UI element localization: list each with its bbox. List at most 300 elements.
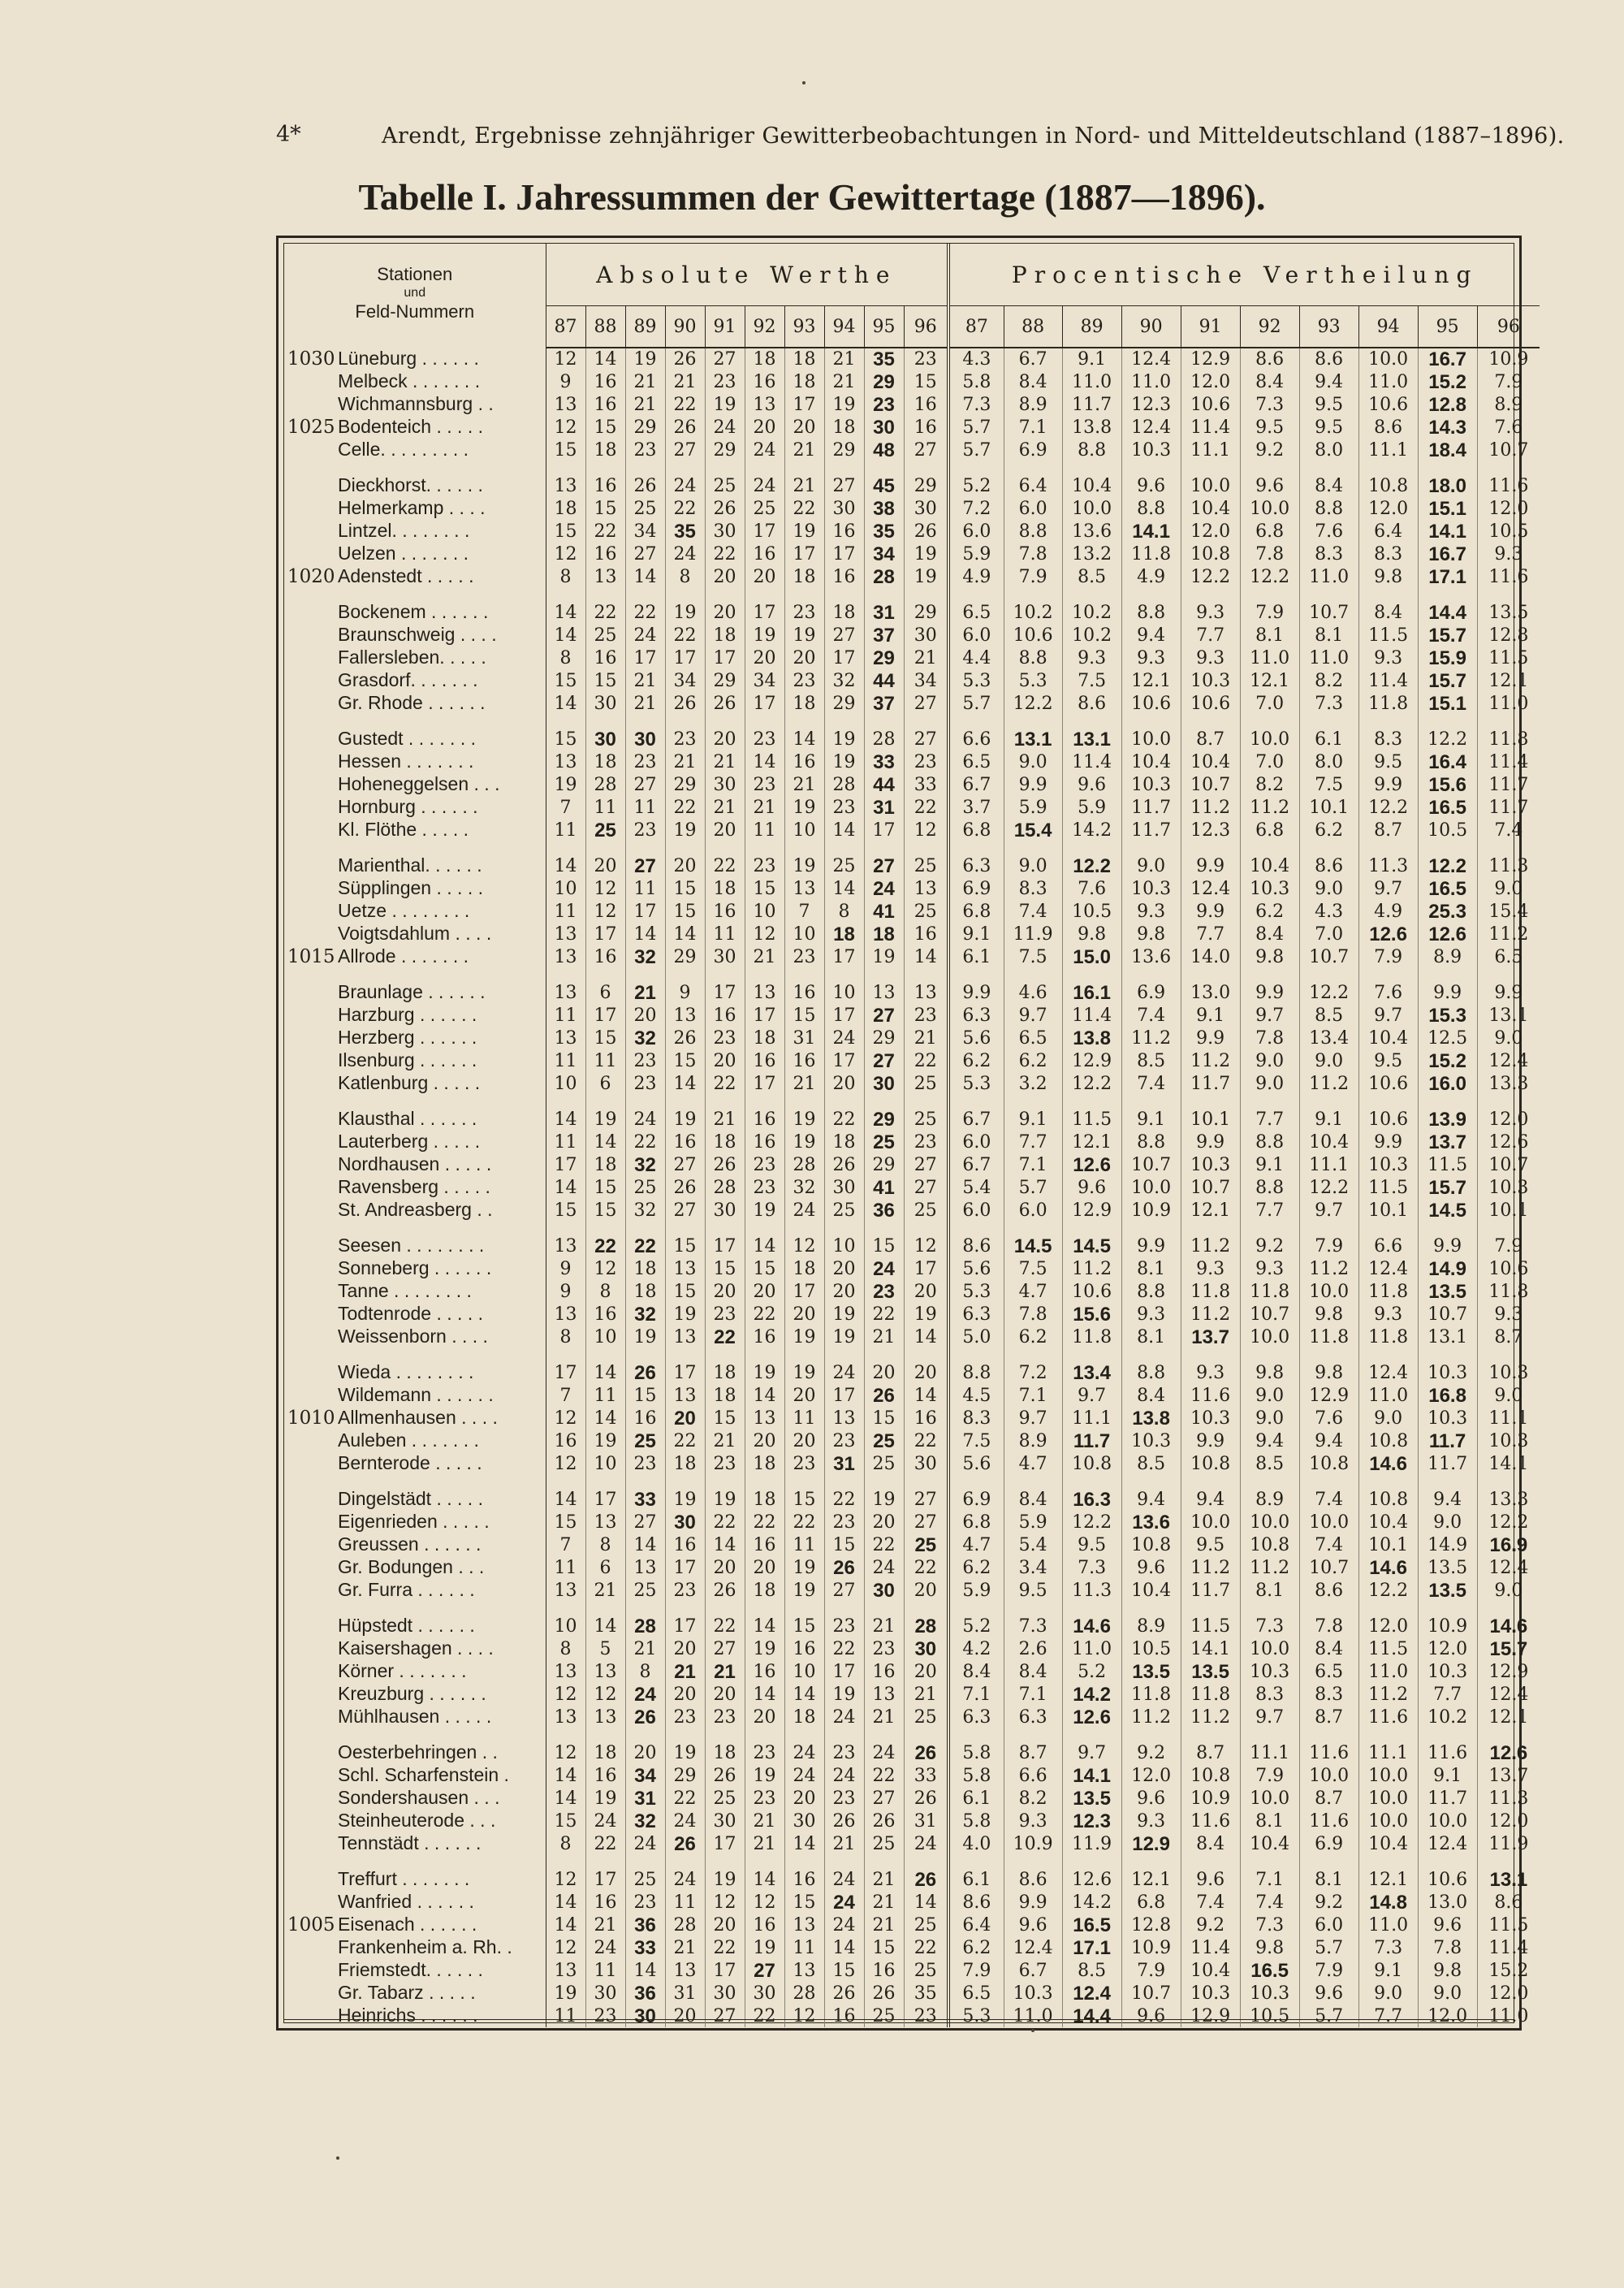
station-name: Treffurt . . . . . . . <box>338 1868 470 1889</box>
absolute-value-cell: 12 <box>585 900 625 923</box>
percent-value-cell: 11.1 <box>1181 439 1240 461</box>
percent-value-cell: 11.8 <box>1062 1326 1121 1348</box>
absolute-value-cell: 25 <box>745 497 784 520</box>
percent-value-cell: 12.9 <box>1062 1199 1121 1222</box>
absolute-value-cell: 26 <box>665 1027 705 1049</box>
absolute-value-cell: 12 <box>585 877 625 900</box>
percent-value-cell: 9.0 <box>1358 1407 1418 1429</box>
absolute-value-cell: 17 <box>745 1004 784 1027</box>
percent-value-cell: 11.6 <box>1299 1810 1358 1832</box>
station-cell <box>284 1914 546 1936</box>
percent-value-cell: 6.5 <box>1494 946 1523 967</box>
absolute-value-cell: 37 <box>864 624 904 647</box>
percent-value-cell: 10.3 <box>1121 877 1181 900</box>
station-cell <box>284 1004 546 1027</box>
absolute-value-cell: 17 <box>904 1257 948 1280</box>
absolute-value-cell: 28 <box>864 728 904 750</box>
absolute-value-cell: 15 <box>546 1810 585 1832</box>
percent-value-cell: 9.8 <box>1240 945 1299 968</box>
absolute-value-cell: 13 <box>546 1235 585 1257</box>
percent-value-cell: 4.9 <box>1121 565 1181 588</box>
absolute-value-cell: 10 <box>784 1660 824 1683</box>
percent-value-cell: 9.5 <box>1358 750 1418 773</box>
station-name: Sondershausen . . . <box>338 1787 500 1808</box>
percent-value-cell: 9.4 <box>1181 1488 1240 1511</box>
bottom-rule <box>284 2019 1514 2020</box>
absolute-value-cell: 13 <box>665 1384 705 1407</box>
percent-value-cell: 11.5 <box>1418 1153 1477 1176</box>
absolute-value-cell: 14 <box>784 1683 824 1706</box>
station-name: Steinheuterode . . . <box>338 1810 496 1831</box>
absolute-value-cell: 21 <box>745 796 784 819</box>
percent-value-cell: 11.1 <box>1299 1153 1358 1176</box>
absolute-value-cell: 15 <box>665 1049 705 1072</box>
table-row <box>284 1303 1540 1326</box>
absolute-value-cell: 12 <box>784 1235 824 1257</box>
percent-value-cell: 10.3 <box>1121 1429 1181 1452</box>
percent-value-cell: 4.9 <box>1358 900 1418 923</box>
absolute-value-cell: 19 <box>784 520 824 543</box>
group-spacer <box>284 588 1540 601</box>
percent-value-cell: 8.8 <box>1240 1176 1299 1199</box>
percent-value-cell: 14.1 <box>1418 520 1477 543</box>
percent-value-cell: 13.5 <box>1062 1787 1121 1810</box>
percent-value-cell: 11.5 <box>1488 647 1529 668</box>
absolute-value-cell: 24 <box>824 1891 864 1914</box>
percent-value-cell: 12.4 <box>1358 1361 1418 1384</box>
percent-value-cell: 12.0 <box>1488 1983 1529 2004</box>
percent-value-cell: 5.3 <box>948 2005 1004 2027</box>
station-name: Bodenteich . . . . . <box>338 416 483 437</box>
percent-value-cell: 12.0 <box>1488 498 1529 519</box>
percent-value-cell: 11.6 <box>1181 1810 1240 1832</box>
absolute-value-cell: 15 <box>784 1615 824 1637</box>
absolute-value-cell: 11 <box>625 877 665 900</box>
percent-value-cell: 6.9 <box>948 877 1004 900</box>
station-name: Oesterbehringen . . <box>338 1741 498 1762</box>
absolute-value-cell: 5 <box>585 1637 625 1660</box>
absolute-value-cell: 29 <box>864 1153 904 1176</box>
absolute-value-cell: 23 <box>864 393 904 416</box>
absolute-value-cell: 13 <box>625 1556 665 1579</box>
absolute-value-cell: 16 <box>745 1533 784 1556</box>
absolute-value-cell: 27 <box>864 1049 904 1072</box>
absolute-value-cell: 37 <box>864 692 904 715</box>
station-cell <box>284 945 546 968</box>
absolute-value-cell: 13 <box>745 981 784 1004</box>
percent-value-cell: 10.0 <box>1299 1511 1358 1533</box>
station-cell <box>284 1637 546 1660</box>
absolute-value-cell: 16 <box>585 543 625 565</box>
station-name: Greussen . . . . . . <box>338 1533 482 1555</box>
absolute-value-cell: 18 <box>784 692 824 715</box>
percent-value-cell: 11.8 <box>1121 1683 1181 1706</box>
absolute-value-cell: 16 <box>784 981 824 1004</box>
group-spacer <box>284 1348 1540 1361</box>
absolute-value-cell: 15 <box>546 728 585 750</box>
percent-value-cell: 14.8 <box>1358 1891 1418 1914</box>
percent-value-cell: 8.3 <box>1004 877 1062 900</box>
absolute-value-cell: 30 <box>864 416 904 439</box>
absolute-value-cell: 24 <box>665 474 705 497</box>
table-row <box>284 1407 1540 1429</box>
absolute-value-cell: 26 <box>824 1982 864 2005</box>
absolute-value-cell: 20 <box>784 1787 824 1810</box>
percent-value-cell: 7.8 <box>1418 1936 1477 1959</box>
station-name: Sonneberg . . . . . . <box>338 1257 492 1278</box>
percent-value-cell: 4.3 <box>948 348 1004 370</box>
absolute-value-cell: 20 <box>705 1914 745 1936</box>
percent-value-cell: 11.7 <box>1488 797 1529 818</box>
percent-value-cell: 9.1 <box>1240 1153 1299 1176</box>
absolute-value-cell: 30 <box>665 1511 705 1533</box>
absolute-value-cell: 17 <box>824 1384 864 1407</box>
table-frame <box>276 236 1529 2031</box>
station-cell <box>284 1049 546 1072</box>
absolute-value-cell: 8 <box>546 1832 585 1855</box>
percent-value-cell: 10.3 <box>1418 1361 1477 1384</box>
percent-value-cell: 7.1 <box>1240 1868 1299 1891</box>
station-cell <box>284 647 546 669</box>
absolute-value-cell: 22 <box>904 1049 948 1072</box>
absolute-value-cell: 26 <box>665 692 705 715</box>
absolute-value-cell: 12 <box>546 1683 585 1706</box>
absolute-value-cell: 11 <box>665 1891 705 1914</box>
table-row <box>284 348 1540 370</box>
absolute-value-cell: 48 <box>864 439 904 461</box>
table-row <box>284 1660 1540 1683</box>
absolute-value-cell: 19 <box>585 1108 625 1131</box>
percent-value-cell: 6.2 <box>948 1556 1004 1579</box>
station-name: Harzburg . . . . . . <box>338 1004 477 1025</box>
percent-value-cell: 12.4 <box>1358 1257 1418 1280</box>
percent-value-cell: 9.5 <box>1181 1533 1240 1556</box>
percent-value-cell: 13.5 <box>1488 602 1529 623</box>
absolute-value-cell: 18 <box>585 1741 625 1764</box>
percent-value-cell: 12.9 <box>1062 1049 1121 1072</box>
percent-value-cell: 9.6 <box>1121 1787 1181 1810</box>
percent-value-cell: 12.0 <box>1121 1764 1181 1787</box>
percent-value-cell: 6.9 <box>948 1488 1004 1511</box>
absolute-value-cell: 20 <box>824 1280 864 1303</box>
absolute-value-cell: 17 <box>705 1832 745 1855</box>
percent-value-cell: 10.0 <box>1240 497 1299 520</box>
percent-value-cell: 9.4 <box>1299 1429 1358 1452</box>
percent-value-cell: 9.4 <box>1418 1488 1477 1511</box>
absolute-value-cell: 24 <box>665 1810 705 1832</box>
absolute-values-header: Absolute Werthe <box>546 244 948 306</box>
absolute-value-cell: 19 <box>745 1764 784 1787</box>
absolute-value-cell: 11 <box>546 1004 585 1027</box>
group-spacer <box>284 1602 1540 1615</box>
percent-value-cell: 9.9 <box>948 981 1004 1004</box>
absolute-value-cell: 13 <box>864 1683 904 1706</box>
absolute-value-cell: 12 <box>705 1891 745 1914</box>
absolute-value-cell: 18 <box>585 439 625 461</box>
percent-value-cell: 11.2 <box>1358 1683 1418 1706</box>
percent-value-cell: 10.3 <box>1240 1660 1299 1683</box>
absolute-value-cell: 18 <box>824 1131 864 1153</box>
absolute-value-cell: 6 <box>585 1556 625 1579</box>
percent-value-cell: 11.0 <box>1358 1914 1418 1936</box>
percent-value-cell: 11.4 <box>1062 750 1121 773</box>
absolute-value-cell: 12 <box>546 1452 585 1475</box>
percent-value-cell: 10.7 <box>1418 1303 1477 1326</box>
absolute-value-cell: 19 <box>665 1741 705 1764</box>
percent-value-cell: 13.3 <box>1488 1489 1529 1510</box>
percent-value-cell: 11.2 <box>1121 1706 1181 1728</box>
percent-value-cell: 9.6 <box>1181 1868 1240 1891</box>
absolute-value-cell: 29 <box>824 692 864 715</box>
percent-value-cell: 5.9 <box>1004 1511 1062 1533</box>
percent-value-cell: 8.8 <box>1121 601 1181 624</box>
absolute-value-cell: 15 <box>904 370 948 393</box>
percent-value-cell: 10.3 <box>1240 877 1299 900</box>
percent-value-cell: 14.1 <box>1121 520 1181 543</box>
percent-value-cell: 14.1 <box>1181 1637 1240 1660</box>
percent-value-cell: 8.7 <box>1181 1741 1240 1764</box>
absolute-value-cell: 32 <box>625 1303 665 1326</box>
absolute-value-cell: 20 <box>705 1049 745 1072</box>
absolute-value-cell: 29 <box>705 669 745 692</box>
percent-value-cell: 8.6 <box>948 1891 1004 1914</box>
absolute-value-cell: 13 <box>585 1511 625 1533</box>
percent-value-cell: 9.8 <box>1299 1361 1358 1384</box>
absolute-value-cell: 32 <box>625 1199 665 1222</box>
absolute-value-cell: 15 <box>665 877 705 900</box>
absolute-value-cell: 35 <box>904 1982 948 2005</box>
table-row <box>284 601 1540 624</box>
percent-value-cell: 13.8 <box>1121 1407 1181 1429</box>
percent-value-cell: 6.6 <box>1358 1235 1418 1257</box>
absolute-value-cell: 27 <box>824 624 864 647</box>
percent-value-cell: 14.6 <box>1358 1452 1418 1475</box>
absolute-value-cell: 30 <box>864 1579 904 1602</box>
year-header-percent: 87 <box>948 306 1004 348</box>
field-number: 1030 <box>287 348 335 370</box>
absolute-value-cell: 17 <box>784 1280 824 1303</box>
absolute-value-cell: 19 <box>784 1556 824 1579</box>
percent-value-cell: 7.4 <box>1299 1488 1358 1511</box>
station-cell <box>284 1868 546 1891</box>
percent-value-cell: 6.8 <box>948 1511 1004 1533</box>
absolute-value-cell: 13 <box>546 1303 585 1326</box>
percent-value-cell: 8.2 <box>1299 669 1358 692</box>
table-row <box>284 1384 1540 1407</box>
percent-value-cell: 4.7 <box>1004 1280 1062 1303</box>
percent-value-cell: 11.0 <box>1488 2005 1529 2026</box>
percent-value-cell: 5.8 <box>948 1810 1004 1832</box>
absolute-value-cell: 33 <box>904 773 948 796</box>
percent-value-cell: 2.6 <box>1004 1637 1062 1660</box>
percent-value-cell: 11.3 <box>1062 1579 1121 1602</box>
absolute-value-cell: 7 <box>546 1384 585 1407</box>
absolute-value-cell: 20 <box>625 1004 665 1027</box>
absolute-value-cell: 27 <box>904 728 948 750</box>
absolute-value-cell: 30 <box>824 497 864 520</box>
absolute-value-cell: 25 <box>585 819 625 841</box>
percent-value-cell: 15.1 <box>1418 692 1477 715</box>
station-cell <box>284 543 546 565</box>
percent-value-cell: 13.7 <box>1181 1326 1240 1348</box>
station-name: Weissenborn . . . . <box>338 1326 488 1347</box>
percent-value-cell: 5.2 <box>1062 1660 1121 1683</box>
absolute-value-cell: 30 <box>904 497 948 520</box>
absolute-value-cell: 22 <box>665 1429 705 1452</box>
absolute-value-cell: 24 <box>864 1257 904 1280</box>
absolute-value-cell: 24 <box>745 474 784 497</box>
percent-value-cell: 10.1 <box>1181 1108 1240 1131</box>
absolute-value-cell: 14 <box>904 945 948 968</box>
percent-value-cell: 9.6 <box>1062 773 1121 796</box>
absolute-value-cell: 15 <box>705 1407 745 1429</box>
absolute-value-cell: 27 <box>824 1579 864 1602</box>
percent-value-cell: 7.9 <box>1004 565 1062 588</box>
percent-value-cell: 10.4 <box>1358 1832 1418 1855</box>
absolute-value-cell: 21 <box>625 370 665 393</box>
percent-value-cell: 10.6 <box>1418 1868 1477 1891</box>
percent-value-cell: 11.9 <box>1004 923 1062 945</box>
station-name: Gr. Tabarz . . . . . <box>338 1982 476 2003</box>
absolute-value-cell: 23 <box>705 1706 745 1728</box>
station-cell <box>284 393 546 416</box>
percent-value-cell: 9.1 <box>1418 1764 1477 1787</box>
absolute-value-cell: 13 <box>665 1326 705 1348</box>
absolute-value-cell: 13 <box>784 877 824 900</box>
absolute-value-cell: 12 <box>745 1891 784 1914</box>
percent-value-cell: 5.3 <box>948 1280 1004 1303</box>
group-spacer <box>284 1728 1540 1741</box>
station-cell <box>284 1741 546 1764</box>
percent-value-cell: 11.5 <box>1062 1108 1121 1131</box>
percent-value-cell: 6.6 <box>1004 1764 1062 1787</box>
absolute-value-cell: 23 <box>625 1452 665 1475</box>
percent-value-cell: 9.9 <box>1181 1027 1240 1049</box>
percent-value-cell: 10.4 <box>1358 1027 1418 1049</box>
table-row <box>284 854 1540 877</box>
station-name: Ravensberg . . . . . <box>338 1176 490 1197</box>
percent-value-cell: 11.0 <box>1062 1637 1121 1660</box>
station-cell <box>284 370 546 393</box>
percent-value-cell: 11.8 <box>1488 1281 1529 1302</box>
percent-value-cell: 6.8 <box>948 900 1004 923</box>
percent-value-cell: 7.1 <box>1004 1683 1062 1706</box>
group-spacer <box>284 1222 1540 1235</box>
percent-value-cell: 5.8 <box>948 370 1004 393</box>
percent-value-cell: 9.5 <box>1299 393 1358 416</box>
percent-value-cell: 10.0 <box>1240 728 1299 750</box>
station-name: Melbeck . . . . . . . <box>338 370 481 391</box>
table-row <box>284 1868 1540 1891</box>
percentage-distribution-header: Procentische Vertheilung <box>948 244 1540 306</box>
percent-value-cell: 14.6 <box>1062 1615 1121 1637</box>
table-title: Tabelle I. Jahressummen der Gewittertage (1887—1896). <box>358 176 1266 218</box>
percent-value-cell: 7.6 <box>1358 981 1418 1004</box>
station-name: Todtenrode . . . . . <box>338 1303 483 1324</box>
percent-value-cell: 9.3 <box>1004 1810 1062 1832</box>
absolute-value-cell: 20 <box>904 1361 948 1384</box>
absolute-value-cell: 23 <box>625 750 665 773</box>
station-name: Wanfried . . . . . . <box>338 1891 474 1912</box>
absolute-value-cell: 12 <box>546 1741 585 1764</box>
absolute-value-cell: 20 <box>784 1429 824 1452</box>
absolute-value-cell: 15 <box>665 1280 705 1303</box>
percent-value-cell: 8.4 <box>1121 1384 1181 1407</box>
percent-value-cell: 7.4 <box>1240 1891 1299 1914</box>
percent-value-cell: 8.5 <box>1121 1452 1181 1475</box>
absolute-value-cell: 18 <box>585 1153 625 1176</box>
group-spacer <box>284 968 1540 981</box>
percent-value-cell: 12.6 <box>1488 1131 1529 1153</box>
absolute-value-cell: 33 <box>864 750 904 773</box>
percent-value-cell: 13.1 <box>1488 1005 1529 1026</box>
absolute-value-cell: 21 <box>665 750 705 773</box>
station-name: Wichmannsburg . . <box>338 393 494 414</box>
absolute-value-cell: 13 <box>904 877 948 900</box>
table-row <box>284 543 1540 565</box>
absolute-value-cell: 19 <box>904 565 948 588</box>
absolute-value-cell: 30 <box>864 1072 904 1095</box>
absolute-value-cell: 20 <box>625 1741 665 1764</box>
absolute-value-cell: 23 <box>625 819 665 841</box>
percent-value-cell: 9.4 <box>1121 624 1181 647</box>
percent-value-cell: 6.4 <box>1358 520 1418 543</box>
absolute-value-cell: 25 <box>864 1429 904 1452</box>
absolute-value-cell: 27 <box>625 1511 665 1533</box>
absolute-value-cell: 11 <box>705 923 745 945</box>
percent-value-cell: 13.7 <box>1418 1131 1477 1153</box>
absolute-value-cell: 20 <box>784 1384 824 1407</box>
percent-value-cell: 8.7 <box>1004 1741 1062 1764</box>
absolute-value-cell: 31 <box>665 1982 705 2005</box>
percent-value-cell: 10.6 <box>1488 1258 1529 1279</box>
percent-value-cell: 12.2 <box>1358 796 1418 819</box>
percent-value-cell: 9.0 <box>1121 854 1181 877</box>
percent-value-cell: 7.4 <box>1004 900 1062 923</box>
absolute-value-cell: 27 <box>904 439 948 461</box>
absolute-value-cell: 23 <box>904 750 948 773</box>
absolute-value-cell: 20 <box>745 1280 784 1303</box>
absolute-value-cell: 14 <box>546 854 585 877</box>
absolute-value-cell: 9 <box>665 981 705 1004</box>
absolute-value-cell: 15 <box>745 877 784 900</box>
station-cell <box>284 1891 546 1914</box>
percent-value-cell: 9.3 <box>1240 1257 1299 1280</box>
absolute-value-cell: 32 <box>625 945 665 968</box>
absolute-value-cell: 18 <box>705 624 745 647</box>
absolute-value-cell: 14 <box>546 1108 585 1131</box>
percent-value-cell: 9.9 <box>1004 1891 1062 1914</box>
station-cell <box>284 520 546 543</box>
percent-value-cell: 10.0 <box>1299 1764 1358 1787</box>
percent-value-cell: 11.8 <box>1240 1280 1299 1303</box>
absolute-value-cell: 26 <box>864 1982 904 2005</box>
percent-value-cell: 12.2 <box>1240 565 1299 588</box>
percent-value-cell: 7.1 <box>1004 416 1062 439</box>
station-name: Braunlage . . . . . . <box>338 981 486 1002</box>
absolute-value-cell: 16 <box>864 1660 904 1683</box>
absolute-value-cell: 16 <box>665 1533 705 1556</box>
table-row <box>284 1108 1540 1131</box>
percent-value-cell: 12.2 <box>1418 854 1477 877</box>
absolute-value-cell: 8 <box>585 1280 625 1303</box>
absolute-value-cell: 16 <box>585 945 625 968</box>
absolute-value-cell: 25 <box>904 1914 948 1936</box>
percent-value-cell: 15.9 <box>1418 647 1477 669</box>
percent-value-cell: 8.3 <box>1358 543 1418 565</box>
group-spacer <box>284 1095 1540 1108</box>
percent-value-cell: 12.2 <box>1004 692 1062 715</box>
